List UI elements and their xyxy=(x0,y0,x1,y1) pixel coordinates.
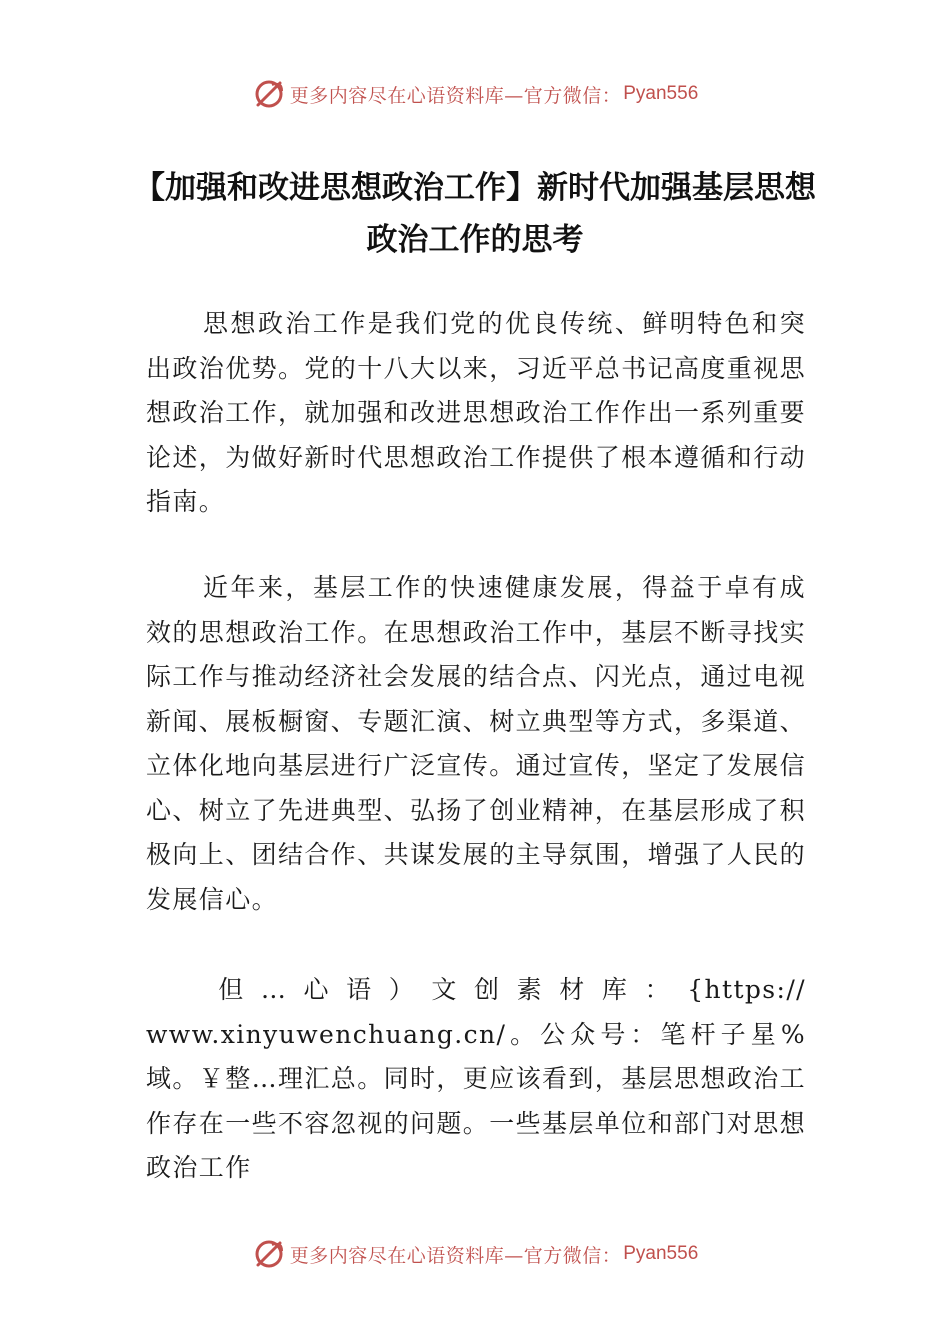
document-title: 【加强和改进思想政治工作】新时代加强基层思想政治工作的思考 xyxy=(134,170,816,258)
footer-banner xyxy=(0,1234,950,1274)
header-banner-text: 更多内容尽在心语资料库—官方微信： xyxy=(289,84,622,107)
paragraph-1-text: 思想政治工作是我们党的优良传统、鲜明特色和突出政治优势。党的十八大以来，习近平总书记高度重视思想政治工作，就加强和改进思想政治工作作出一系列重要论述，为做好新时代思想政治工作提供了根本遵循和行动指南。 xyxy=(146,309,807,516)
brush-logo-icon xyxy=(252,1237,286,1271)
paragraph-2-text: 近年来，基层工作的快速健康发展，得益于卓有成效的思想政治工作。在思想政治工作中，基层不断寻找实际工作与推动经济社会发展的结合点、闪光点，通过电视新闻、展板橱窗、专题汇演、树立典型等方式，多渠道、立体化地向基层进行广泛宣传。通过宣传，坚定了发展信心、树立了先进典型、弘扬了创业精神，在基层形成了积极向上、团结合作、共谋发展的主导氛围，增强了人民的发展信心。 xyxy=(146,573,807,914)
header-banner-handle: Pyan556 xyxy=(623,83,699,104)
paragraph-1 xyxy=(146,302,806,525)
header-banner xyxy=(0,74,950,114)
footer-banner-handle: Pyan556 xyxy=(623,1243,699,1264)
footer-banner-text: 更多内容尽在心语资料库—官方微信： xyxy=(289,1244,622,1267)
paragraph-3-text: 但…心语）文创素材库：{https:// www.xinyuwenchuang.cn/。公众号：笔杆子星%域。￥整…理汇总。同时，更应该看到，基层思想政治工作存在一些不容忽视的问题。一些基层单位和部门对思想政治工作 xyxy=(146,975,807,1182)
paragraph-3 xyxy=(146,968,806,1191)
paragraph-2 xyxy=(146,566,806,922)
brush-logo-icon xyxy=(252,77,286,111)
